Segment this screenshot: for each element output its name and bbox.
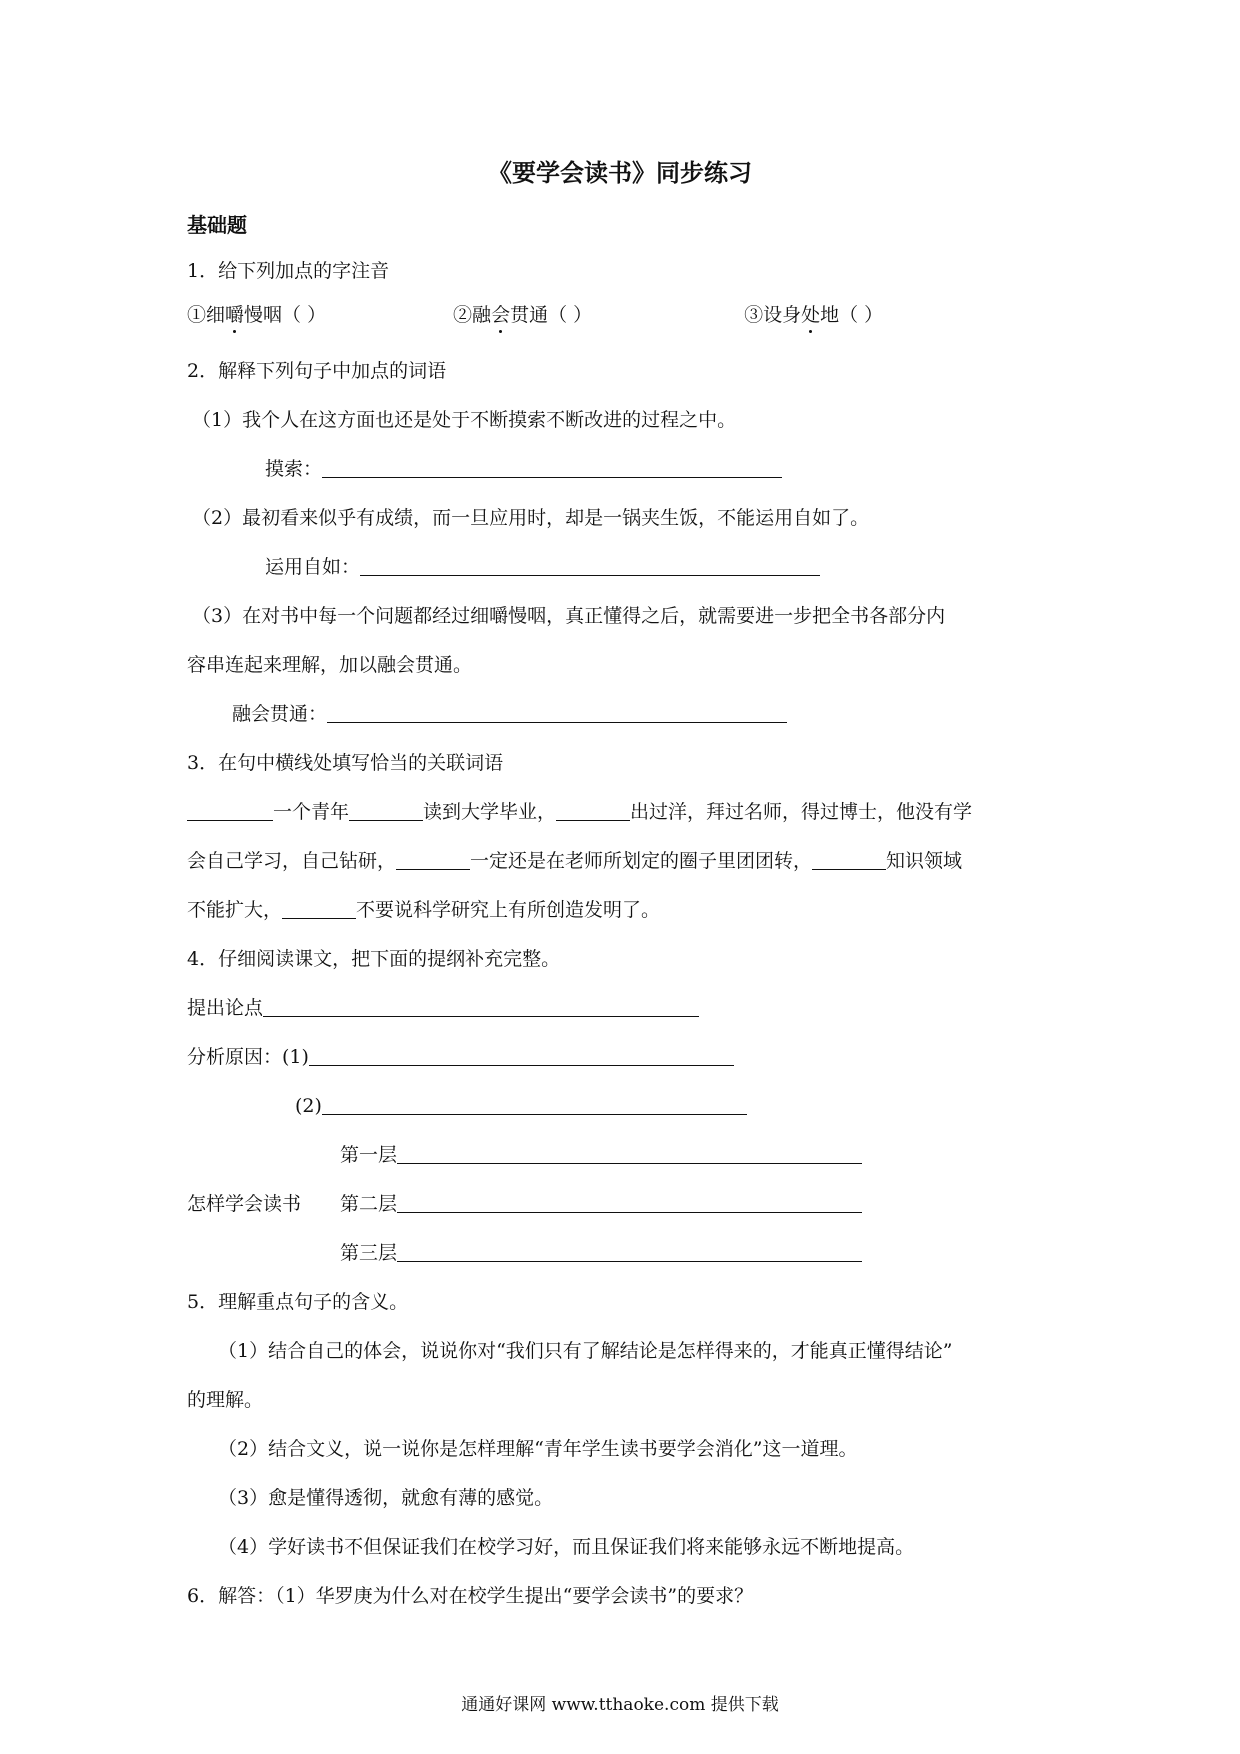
- fill-blank[interactable]: [349, 800, 423, 821]
- q1-item-3: ③设身处地（ ）: [744, 304, 884, 326]
- q3-line-3: 不能扩大， 不要说科学研究上有所创造发明了。: [187, 899, 661, 921]
- q2-answer-3: 融会贯通：: [232, 701, 787, 727]
- q4-thesis: 提出论点: [187, 995, 699, 1021]
- question-3-prompt: 3．在句中横线处填写恰当的关联词语: [187, 752, 504, 774]
- q2-sentence-2: （2）最初看来似乎有成绩，而一旦应用时，却是一锅夹生饭，不能运用自如了。: [192, 507, 870, 529]
- answer-blank[interactable]: [397, 1192, 862, 1213]
- q2-answer-1: 摸索：: [265, 456, 782, 482]
- fill-blank[interactable]: [556, 800, 630, 821]
- answer-blank[interactable]: [327, 702, 787, 723]
- q5-sentence-2: （2）结合文义，说一说你是怎样理解“青年学生读书要学会消化”这一道理。: [218, 1438, 858, 1460]
- q4-layer-2: 第二层: [340, 1191, 862, 1217]
- answer-blank[interactable]: [309, 1045, 734, 1066]
- answer-blank[interactable]: [360, 555, 820, 576]
- q3-line-2: 会自己学习，自己钻研， 一定还是在老师所划定的圈子里团团转， 知识领域: [187, 850, 963, 872]
- question-6-prompt: 6．解答：（1）华罗庚为什么对在校学生提出“要学会读书”的要求？: [187, 1585, 754, 1607]
- fill-blank[interactable]: [812, 849, 886, 870]
- q5-sentence-1a: （1）结合自己的体会，说说你对“我们只有了解结论是怎样得来的，才能真正懂得结论”: [218, 1340, 953, 1362]
- q1-item-1: ①细嚼慢咽（ ）: [187, 304, 327, 326]
- question-1-items: [187, 302, 883, 328]
- page-footer: 通通好课网 www.tthaoke.com 提供下载: [461, 1695, 779, 1715]
- q5-sentence-3: （3）愈是懂得透彻，就愈有薄的感觉。: [218, 1487, 554, 1509]
- page-title: 《要学会读书》同步练习: [488, 159, 752, 187]
- answer-blank[interactable]: [263, 996, 699, 1017]
- q4-layer-1: 第一层: [340, 1142, 862, 1168]
- q2-sentence-3b: 容串连起来理解，加以融会贯通。: [187, 654, 473, 676]
- question-1-prompt: 1．给下列加点的字注音: [187, 260, 390, 282]
- answer-blank[interactable]: [322, 1094, 747, 1115]
- q2-sentence-1: （1）我个人在这方面也还是处于不断摸索不断改进的过程之中。: [192, 409, 737, 431]
- answer-blank[interactable]: [397, 1241, 862, 1262]
- q1-item-2: ②融会贯通（ ）: [453, 304, 593, 326]
- question-4-prompt: 4．仔细阅读课文，把下面的提纲补充完整。: [187, 948, 561, 970]
- q2-answer-2: 运用自如：: [265, 554, 820, 580]
- fill-blank[interactable]: [396, 849, 470, 870]
- question-5-prompt: 5．理解重点句子的含义。: [187, 1291, 409, 1313]
- fill-blank[interactable]: [282, 898, 356, 919]
- q3-line-1: 一个青年 读到大学毕业， 出过洋，拜过名师，得过博士，他没有学: [187, 799, 972, 825]
- section-heading: 基础题: [187, 213, 247, 237]
- answer-blank[interactable]: [397, 1143, 862, 1164]
- q4-reason-2: (2): [295, 1093, 747, 1119]
- fill-blank[interactable]: [187, 800, 273, 821]
- q4-reason-1: 分析原因：(1): [187, 1044, 734, 1070]
- q5-sentence-4: （4）学好读书不但保证我们在校学习好，而且保证我们将来能够永远不断地提高。: [218, 1536, 915, 1558]
- q5-sentence-1b: 的理解。: [187, 1389, 264, 1411]
- answer-blank[interactable]: [322, 457, 782, 478]
- q4-how-label: 怎样学会读书: [187, 1193, 302, 1215]
- question-2-prompt: 2．解释下列句子中加点的词语: [187, 360, 447, 382]
- q4-layer-3: 第三层: [340, 1240, 862, 1266]
- q2-sentence-3a: （3）在对书中每一个问题都经过细嚼慢咽，真正懂得之后，就需要进一步把全书各部分内: [192, 605, 946, 627]
